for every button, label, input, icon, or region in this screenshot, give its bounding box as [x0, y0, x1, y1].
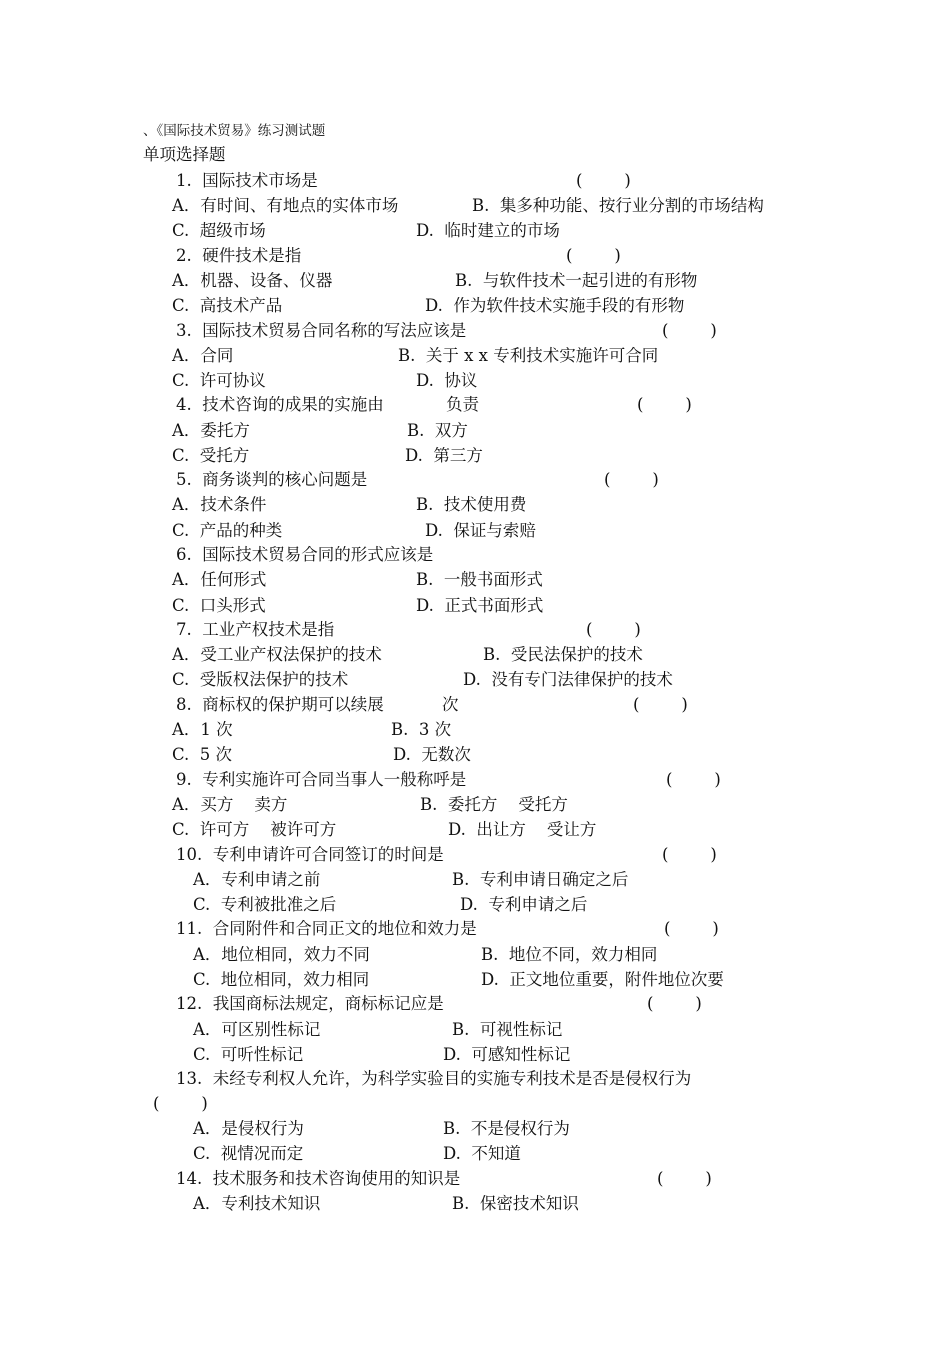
- option-b: B. 双方: [407, 421, 468, 440]
- question-12: 12. 我国商标法规定，商标标记应是: [176, 994, 444, 1013]
- answer-blank: ( ): [666, 770, 721, 789]
- option-a: A．合同: [172, 346, 234, 365]
- option-c: C. 视情况而定: [193, 1144, 304, 1163]
- option-d: D. 不知道: [443, 1144, 521, 1163]
- question-1: 1. 国际技术市场是: [176, 171, 318, 190]
- option-d: D. 保证与索赔: [425, 521, 536, 540]
- option-c: C. 高技术产品: [172, 296, 283, 315]
- option-b: B. 保密技术知识: [452, 1194, 579, 1213]
- option-a: A．机器、设备、仪器: [172, 271, 333, 290]
- option-d: D. 专利申请之后: [460, 895, 588, 914]
- answer-blank: ( ): [604, 470, 659, 489]
- option-c: C. 可听性标记: [193, 1045, 304, 1064]
- option-c: C. 受托方: [172, 446, 250, 465]
- question-4-suffix: 负责: [446, 395, 479, 414]
- option-a: A．任何形式: [172, 570, 267, 589]
- answer-blank: ( ): [633, 695, 688, 714]
- option-c: C. 超级市场: [172, 221, 266, 240]
- option-b: B. 技术使用费: [416, 495, 527, 514]
- option-d: D. 正式书面形式: [416, 596, 544, 615]
- option-a: A．买方 卖方: [172, 795, 288, 814]
- option-a: A．可区别性标记: [193, 1020, 321, 1039]
- document-title: 、《国际技术贸易》练习测试题: [143, 123, 326, 139]
- answer-blank: ( ): [586, 620, 641, 639]
- section-heading: 单项选择题: [143, 145, 226, 164]
- option-a: A．委托方: [172, 421, 250, 440]
- option-d: D. 可感知性标记: [443, 1045, 571, 1064]
- option-a: A．专利技术知识: [193, 1194, 321, 1213]
- option-c: C. 口头形式: [172, 596, 266, 615]
- option-c: C. 许可方 被许可方: [172, 820, 337, 839]
- option-a: A．有时间、有地点的实体市场: [172, 196, 399, 215]
- answer-blank: ( ): [153, 1094, 208, 1113]
- option-b: B. 地位不同，效力相同: [481, 945, 658, 964]
- question-11: 11. 合同附件和合同正文的地位和效力是: [176, 919, 477, 938]
- option-c: C. 受版权法保护的技术: [172, 670, 349, 689]
- option-d: D. 协议: [416, 371, 478, 390]
- option-b: B. 可视性标记: [452, 1020, 563, 1039]
- option-a: A．1 次: [172, 720, 233, 739]
- question-8: 8. 商标权的保护期可以续展: [176, 695, 384, 714]
- option-d: D. 无数次: [393, 745, 471, 764]
- option-b: B. 不是侵权行为: [443, 1119, 570, 1138]
- option-d: D. 作为软件技术实施手段的有形物: [425, 296, 685, 315]
- option-d: D. 第三方: [405, 446, 483, 465]
- option-d: D. 正文地位重要，附件地位次要: [481, 970, 724, 989]
- option-a: A．是侵权行为: [193, 1119, 304, 1138]
- question-9: 9. 专利实施许可合同当事人一般称呼是: [176, 770, 467, 789]
- option-b: B. 3 次: [391, 720, 452, 739]
- option-a: A．技术条件: [172, 495, 267, 514]
- option-d: D. 临时建立的市场: [416, 221, 560, 240]
- question-7: 7. 工业产权技术是指: [176, 620, 335, 639]
- question-2: 2. 硬件技术是指: [176, 246, 302, 265]
- option-b: B. 关于 x x 专利技术实施许可合同: [398, 346, 659, 365]
- answer-blank: ( ): [664, 919, 719, 938]
- option-b: B. 委托方 受托方: [420, 795, 568, 814]
- answer-blank: ( ): [566, 246, 621, 265]
- option-b: B. 与软件技术一起引进的有形物: [455, 271, 698, 290]
- option-a: A．专利申请之前: [193, 870, 321, 889]
- answer-blank: ( ): [576, 171, 631, 190]
- option-c: C. 5 次: [172, 745, 233, 764]
- answer-blank: ( ): [657, 1169, 712, 1188]
- answer-blank: ( ): [647, 994, 702, 1013]
- option-c: C. 专利被批准之后: [193, 895, 337, 914]
- question-5: 5. 商务谈判的核心问题是: [176, 470, 368, 489]
- option-b: B. 一般书面形式: [416, 570, 543, 589]
- option-c: C. 产品的种类: [172, 521, 283, 540]
- option-b: B. 集多种功能、按行业分割的市场结构: [472, 196, 764, 215]
- question-4: 4. 技术咨询的成果的实施由: [176, 395, 384, 414]
- question-10: 10. 专利申请许可合同签订的时间是: [176, 845, 444, 864]
- option-d: D. 没有专门法律保护的技术: [463, 670, 673, 689]
- question-14: 14. 技术服务和技术咨询使用的知识是: [176, 1169, 461, 1188]
- option-d: D. 出让方 受让方: [448, 820, 597, 839]
- option-a: A．受工业产权法保护的技术: [172, 645, 382, 664]
- answer-blank: ( ): [662, 321, 717, 340]
- option-a: A．地位相同，效力不同: [193, 945, 370, 964]
- option-c: C. 许可协议: [172, 371, 266, 390]
- option-b: B. 专利申请日确定之后: [452, 870, 629, 889]
- answer-blank: ( ): [637, 395, 692, 414]
- question-13: 13. 未经专利权人允许，为科学实验目的实施专利技术是否是侵权行为: [176, 1069, 692, 1088]
- answer-blank: ( ): [662, 845, 717, 864]
- question-6: 6. 国际技术贸易合同的形式应该是: [176, 545, 434, 564]
- question-3: 3. 国际技术贸易合同名称的写法应该是: [176, 321, 467, 340]
- option-b: B. 受民法保护的技术: [483, 645, 643, 664]
- question-8-suffix: 次: [442, 695, 459, 714]
- option-c: C. 地位相同，效力相同: [193, 970, 370, 989]
